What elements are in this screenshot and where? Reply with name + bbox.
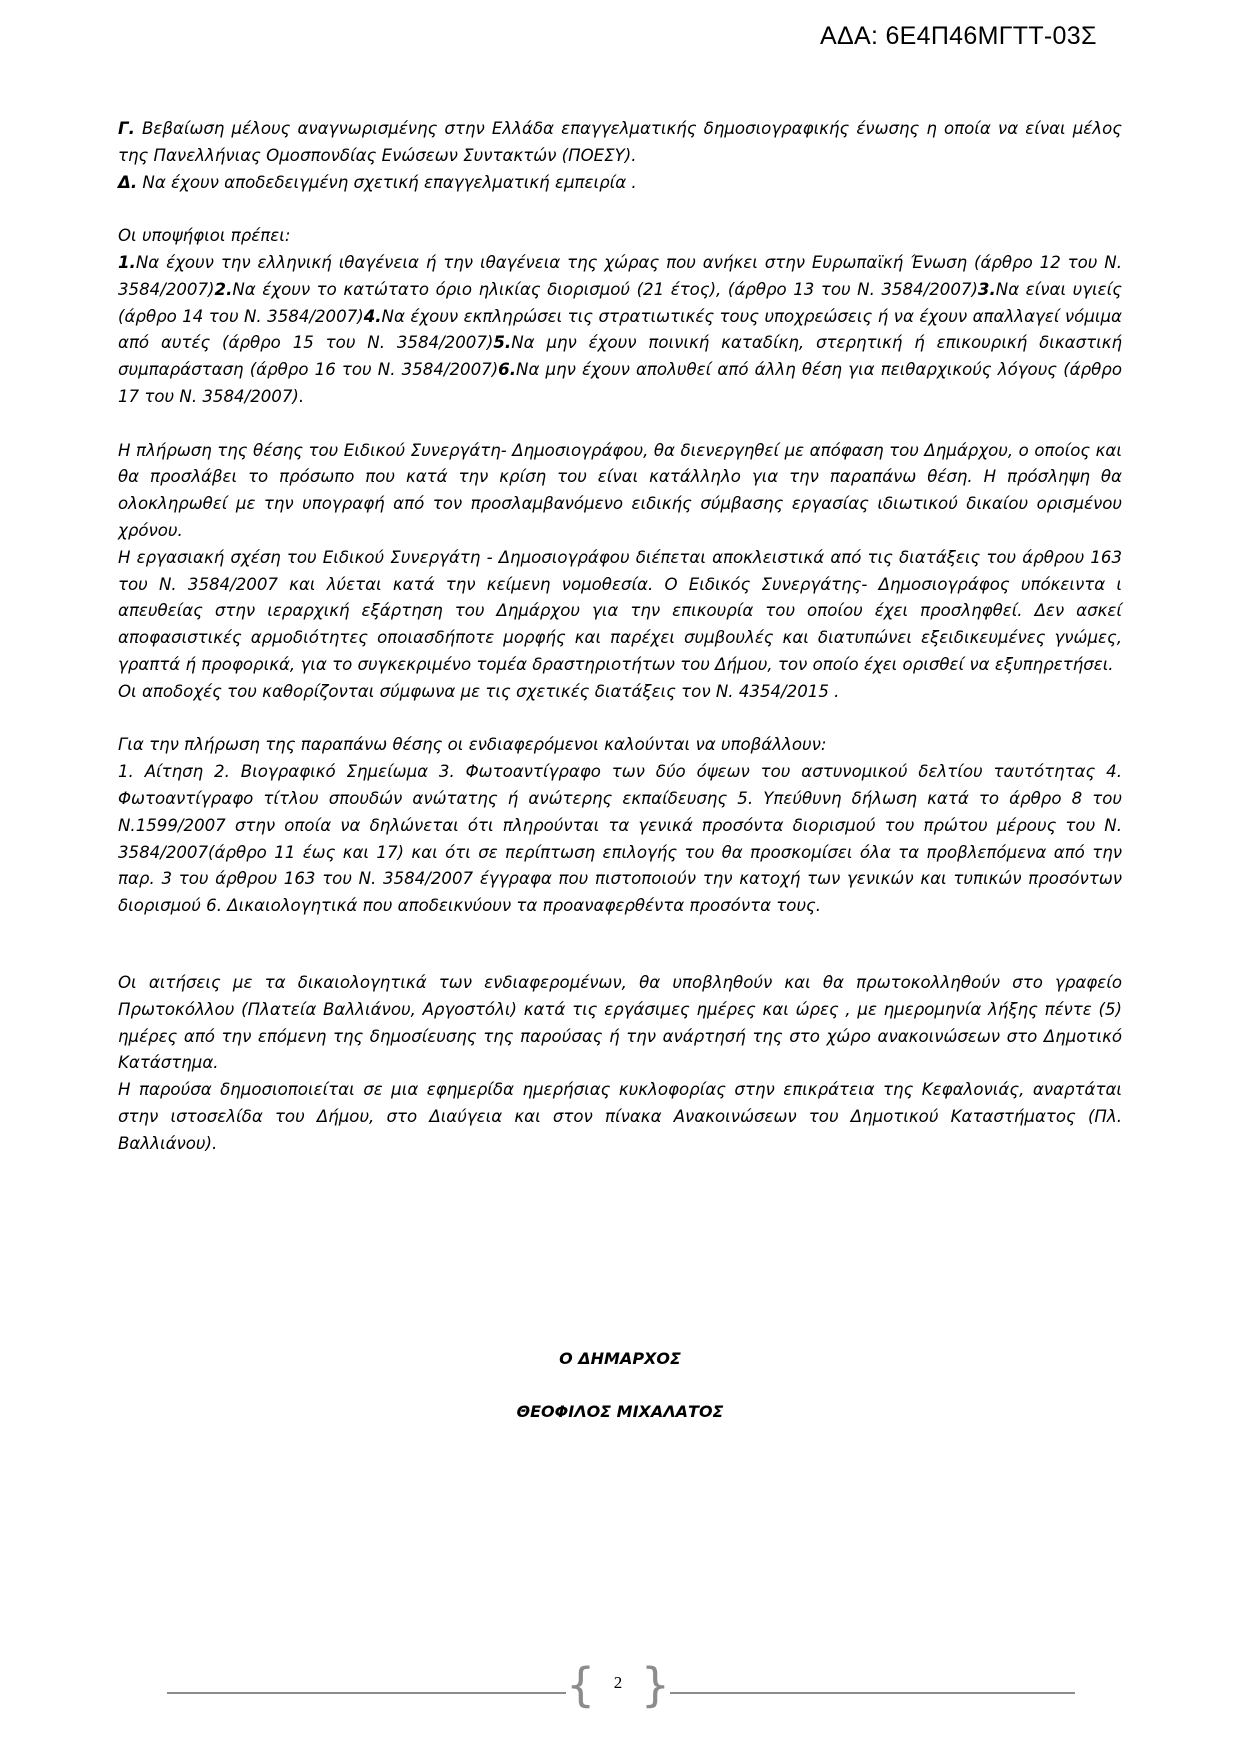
page-footer	[0, 1655, 1240, 1715]
ada-code-header: ΑΔΑ: 6Ε4Π46ΜΓΤΤ-03Σ	[820, 22, 1097, 50]
requirement-item-d	[118, 170, 1122, 197]
publication-paragraph: Η παρούσα δημοσιοποιείται σε μια εφημερίδα ημερήσιας κυκλοφορίας στην επικράτεια της Κεφαλονιάς, αναρτάται στην ιστοσελίδα του Δήμου, στο Διαύγεια και στον πίνακα Ανακοινώσεων του Δημοτικού Καταστήματος (Πλ. Βαλλιάνου).	[118, 1080, 1122, 1153]
employment-relation-paragraph: Η εργασιακή σχέση του Ειδικού Συνεργάτη - Δημοσιογράφου διέπεται αποκλειστικά από τις διατάξεις του άρθρου 163 του Ν. 3584/2007 και λύεται κατά την κείμενη νομοθεσία. Ο Ειδικός Συνεργάτης- Δημοσιογράφος υπόκειντα ι απευθείας στην ιεραρχική εξάρτηση του Δημάρχου για την επικουρία του οποίου έχει προσληφθεί. Δεν ασκεί αποφασιστικές αρμοδιότητες οποιασδήποτε μορφής και παρέχει συμβουλές και διατυπώνει εξειδικευμένες γνώμες, γραπτά ή προφορικά, για το συγκεκριμένο τομέα δραστηριοτήτων του Δήμου, τον οποίο έχει ορισθεί να εξυπηρετήσει.	[118, 547, 1122, 674]
requirement-item-g	[118, 116, 1122, 170]
item-number: Δ.	[118, 172, 138, 192]
appointment-paragraph: Η πλήρωση της θέσης του Ειδικού Συνεργάτη- Δημοσιογράφου, θα διενεργηθεί με απόφαση του Δημάρχου, ο οποίος και θα προσλάβει το πρόσωπο που κατά την κρίση του είναι κατάλληλο για την παραπάνω θέση. Η πρόσληψη θα ολοκληρωθεί με την υπογραφή από τον προσλαμβανόμενο ειδικής σύμβασης εργασίας ιδιωτικού δικαίου ορισμένου χρόνου.	[118, 440, 1122, 540]
documents-intro: Για την πλήρωση της παραπάνω θέσης οι ενδιαφερόμενοι καλούνται να υποβάλλουν:	[118, 735, 827, 755]
salary-paragraph: Οι αποδοχές του καθορίζονται σύμφωνα με τις σχετικές διατάξεις τον Ν. 4354/2015 .	[118, 681, 840, 701]
item-text: Να έχουν την ελληνική ιθαγένεια ή την ιθαγένεια της χώρας που ανήκει στην Ευρωπαϊκή Ένωση (άρθρο 12 του Ν. 3584/2007)	[118, 252, 1122, 299]
left-brace: {	[566, 1658, 596, 1712]
item-text: Να έχουν εκπληρώσει τις στρατιωτικές τους υποχρεώσεις ή να έχουν απαλλαγεί νόμιμα από αυτές (άρθρο 15 του Ν. 3584/2007)	[118, 306, 1122, 353]
page-number-frame	[566, 1658, 670, 1712]
page-number: 2	[613, 1673, 623, 1692]
right-brace: }	[640, 1658, 670, 1712]
item-text: Να είναι υγιείς (άρθρο 14 του Ν. 3584/2007)	[118, 279, 1122, 326]
submission-paragraph: Οι αιτήσεις με τα δικαιολογητικά των ενδιαφερομένων, θα υποβληθούν και θα πρωτοκολληθούν στο γραφείο Πρωτοκόλλου (Πλατεία Βαλλιάνου, Αργοστόλι) κατά τις εργάσιμες ημέρες και ώρες , με ημερομηνία λήξης πέντε (5) ημέρες από την επόμενη της δημοσίευσης της παρούσας ή την ανάρτησή της στο χώρο ανακοινώσεων στο Δημοτικό Κατάστημα.	[118, 972, 1122, 1073]
document-body	[118, 116, 1122, 1157]
signature-title: Ο ΔΗΜΑΡΧΟΣ	[559, 1349, 681, 1368]
signature-name: ΘΕΟΦΙΛΟΣ ΜΙΧΑΛΑΤΟΣ	[516, 1402, 724, 1421]
item-number: 5.	[493, 333, 512, 353]
item-number: 1.	[118, 252, 136, 272]
item-text: Να έχουν αποδεδειγμένη σχετική επαγγελματική εμπειρία .	[137, 172, 637, 192]
candidates-intro: Οι υποψήφιοι πρέπει:	[118, 226, 291, 246]
item-number: 6.	[498, 360, 517, 380]
item-text: Βεβαίωση μέλους αναγνωρισμένης στην Ελλάδα επαγγελματικής δημοσιογραφικής ένωσης η οποία να είναι μέλος της Πανελλήνιας Ομοσπονδίας Ενώσεων Συντακτών (ΠΟΕΣΥ).	[118, 119, 1122, 165]
item-number: 3.	[977, 279, 996, 299]
item-text: Να έχουν το κατώτατο όριο ηλικίας διορισμού (21 έτος), (άρθρο 13 του Ν. 3584/2007)	[232, 279, 978, 299]
candidates-requirements	[118, 250, 1122, 411]
item-number: 2.	[214, 279, 233, 299]
item-number: Γ.	[118, 119, 135, 138]
item-number: 4.	[363, 306, 382, 326]
documents-list: 1. Αίτηση 2. Βιογραφικό Σημείωμα 3. Φωτοαντίγραφο των δύο όψεων του αστυνομικού δελτίου ταυτότητας 4. Φωτοαντίγραφο τίτλου σπουδών ανώτατης ή ανώτερης εκπαίδευσης 5. Υπεύθυνη δήλωση κατά το άρθρο 8 του Ν.1599/2007 στην οποία να δηλώνεται ότι πληρούνται τα γενικά προσόντα διορισμού του πρώτου μέρους του Ν. 3584/2007(άρθρο 11 έως και 17) και ότι σε περίπτωση επιλογής του θα προσκομίσει όλα τα προβλεπόμενα από την παρ. 3 του άρθρου 163 του Ν. 3584/2007 έγγραφα που πιστοποιούν την κατοχή των γενικών και τυπικών προσόντων διορισμού 6. Δικαιολογητικά που αποδεικνύουν τα προαναφερθέντα προσόντα τους.	[118, 762, 1122, 916]
item-text: Να μην έχουν απολυθεί από άλλη θέση για πειθαρχικούς λόγους (άρθρο 17 του Ν. 3584/2007).	[118, 360, 1122, 406]
item-text: Να μην έχουν ποινική καταδίκη, στερητική ή επικουρική δικαστική συμπαράσταση (άρθρο 16 του Ν. 3584/2007)	[118, 333, 1122, 380]
